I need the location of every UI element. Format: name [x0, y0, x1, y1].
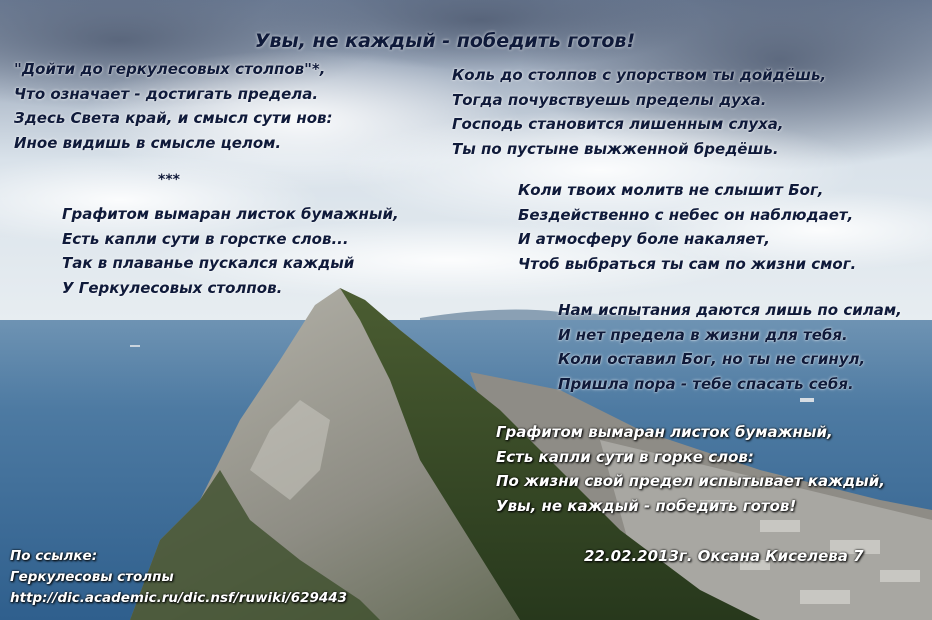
poem-line: И нет предела в жизни для тебя.	[558, 325, 848, 344]
poem-line: Есть капли сути в горстке слов...	[62, 229, 349, 248]
poem-line: И атмосферу боле накаляет,	[518, 230, 770, 248]
poem-line: Ты по пустыне выжженной бредёшь.	[452, 139, 779, 158]
poem-line: Коль до столпов с упорством ты дойдёшь,	[452, 66, 827, 84]
reference-title: Геркулесовы столпы	[10, 569, 174, 585]
stanza-2	[62, 202, 399, 300]
poem-line: Чтоб выбраться ты сам по жизни смог.	[518, 254, 857, 273]
poem-line: Бездейственно с небес он наблюдает,	[518, 205, 854, 224]
poem-line: Так в плаванье пускался каждый	[62, 254, 355, 272]
stanza-separator: ***	[158, 172, 180, 188]
poem-line: Здесь Света край, и смысл сути нов:	[14, 109, 333, 127]
stanza-1	[14, 57, 333, 155]
reference-footnote	[10, 546, 347, 609]
poem-line: Коли оставил Бог, но ты не сгинул,	[558, 350, 866, 368]
poem-line: Увы, не каждый - победить готов!	[496, 496, 797, 515]
poem-line: Пришла пора - тебе спасать себя.	[558, 374, 854, 393]
poem-line: Нам испытания даются лишь по силам,	[558, 301, 902, 319]
reference-url: http://dic.academic.ru/dic.nsf/ruwiki/629443	[10, 590, 348, 606]
reference-label: По ссылке:	[10, 548, 98, 564]
poem-line: Коли твоих молитв не слышит Бог,	[518, 181, 824, 199]
poem-line: "Дойти до геркулесовых столпов"*,	[14, 60, 326, 78]
stanza-4	[518, 178, 856, 276]
poem-line: Господь становится лишенным слуха,	[452, 115, 784, 133]
stanza-3	[452, 63, 826, 161]
poem-line: Что означает - достигать предела.	[14, 84, 319, 103]
poem-line: Графитом вымаран листок бумажный,	[496, 423, 833, 441]
poem-line: Тогда почувствуешь пределы духа.	[452, 90, 767, 109]
poem-line: Есть капли сути в горке слов:	[496, 447, 754, 466]
stanza-5	[558, 298, 902, 396]
poem-line: По жизни свой предел испытывает каждый,	[496, 472, 885, 490]
author-signature: 22.02.2013г. Оксана Киселева 7	[584, 547, 864, 565]
poem-title: Увы, не каждый - победить готов!	[254, 30, 636, 52]
poem-line: Иное видишь в смысле целом.	[14, 133, 282, 152]
stanza-6	[496, 420, 885, 518]
poem-line: У Геркулесовых столпов.	[62, 278, 283, 297]
poem-line: Графитом вымаран листок бумажный,	[62, 205, 399, 223]
